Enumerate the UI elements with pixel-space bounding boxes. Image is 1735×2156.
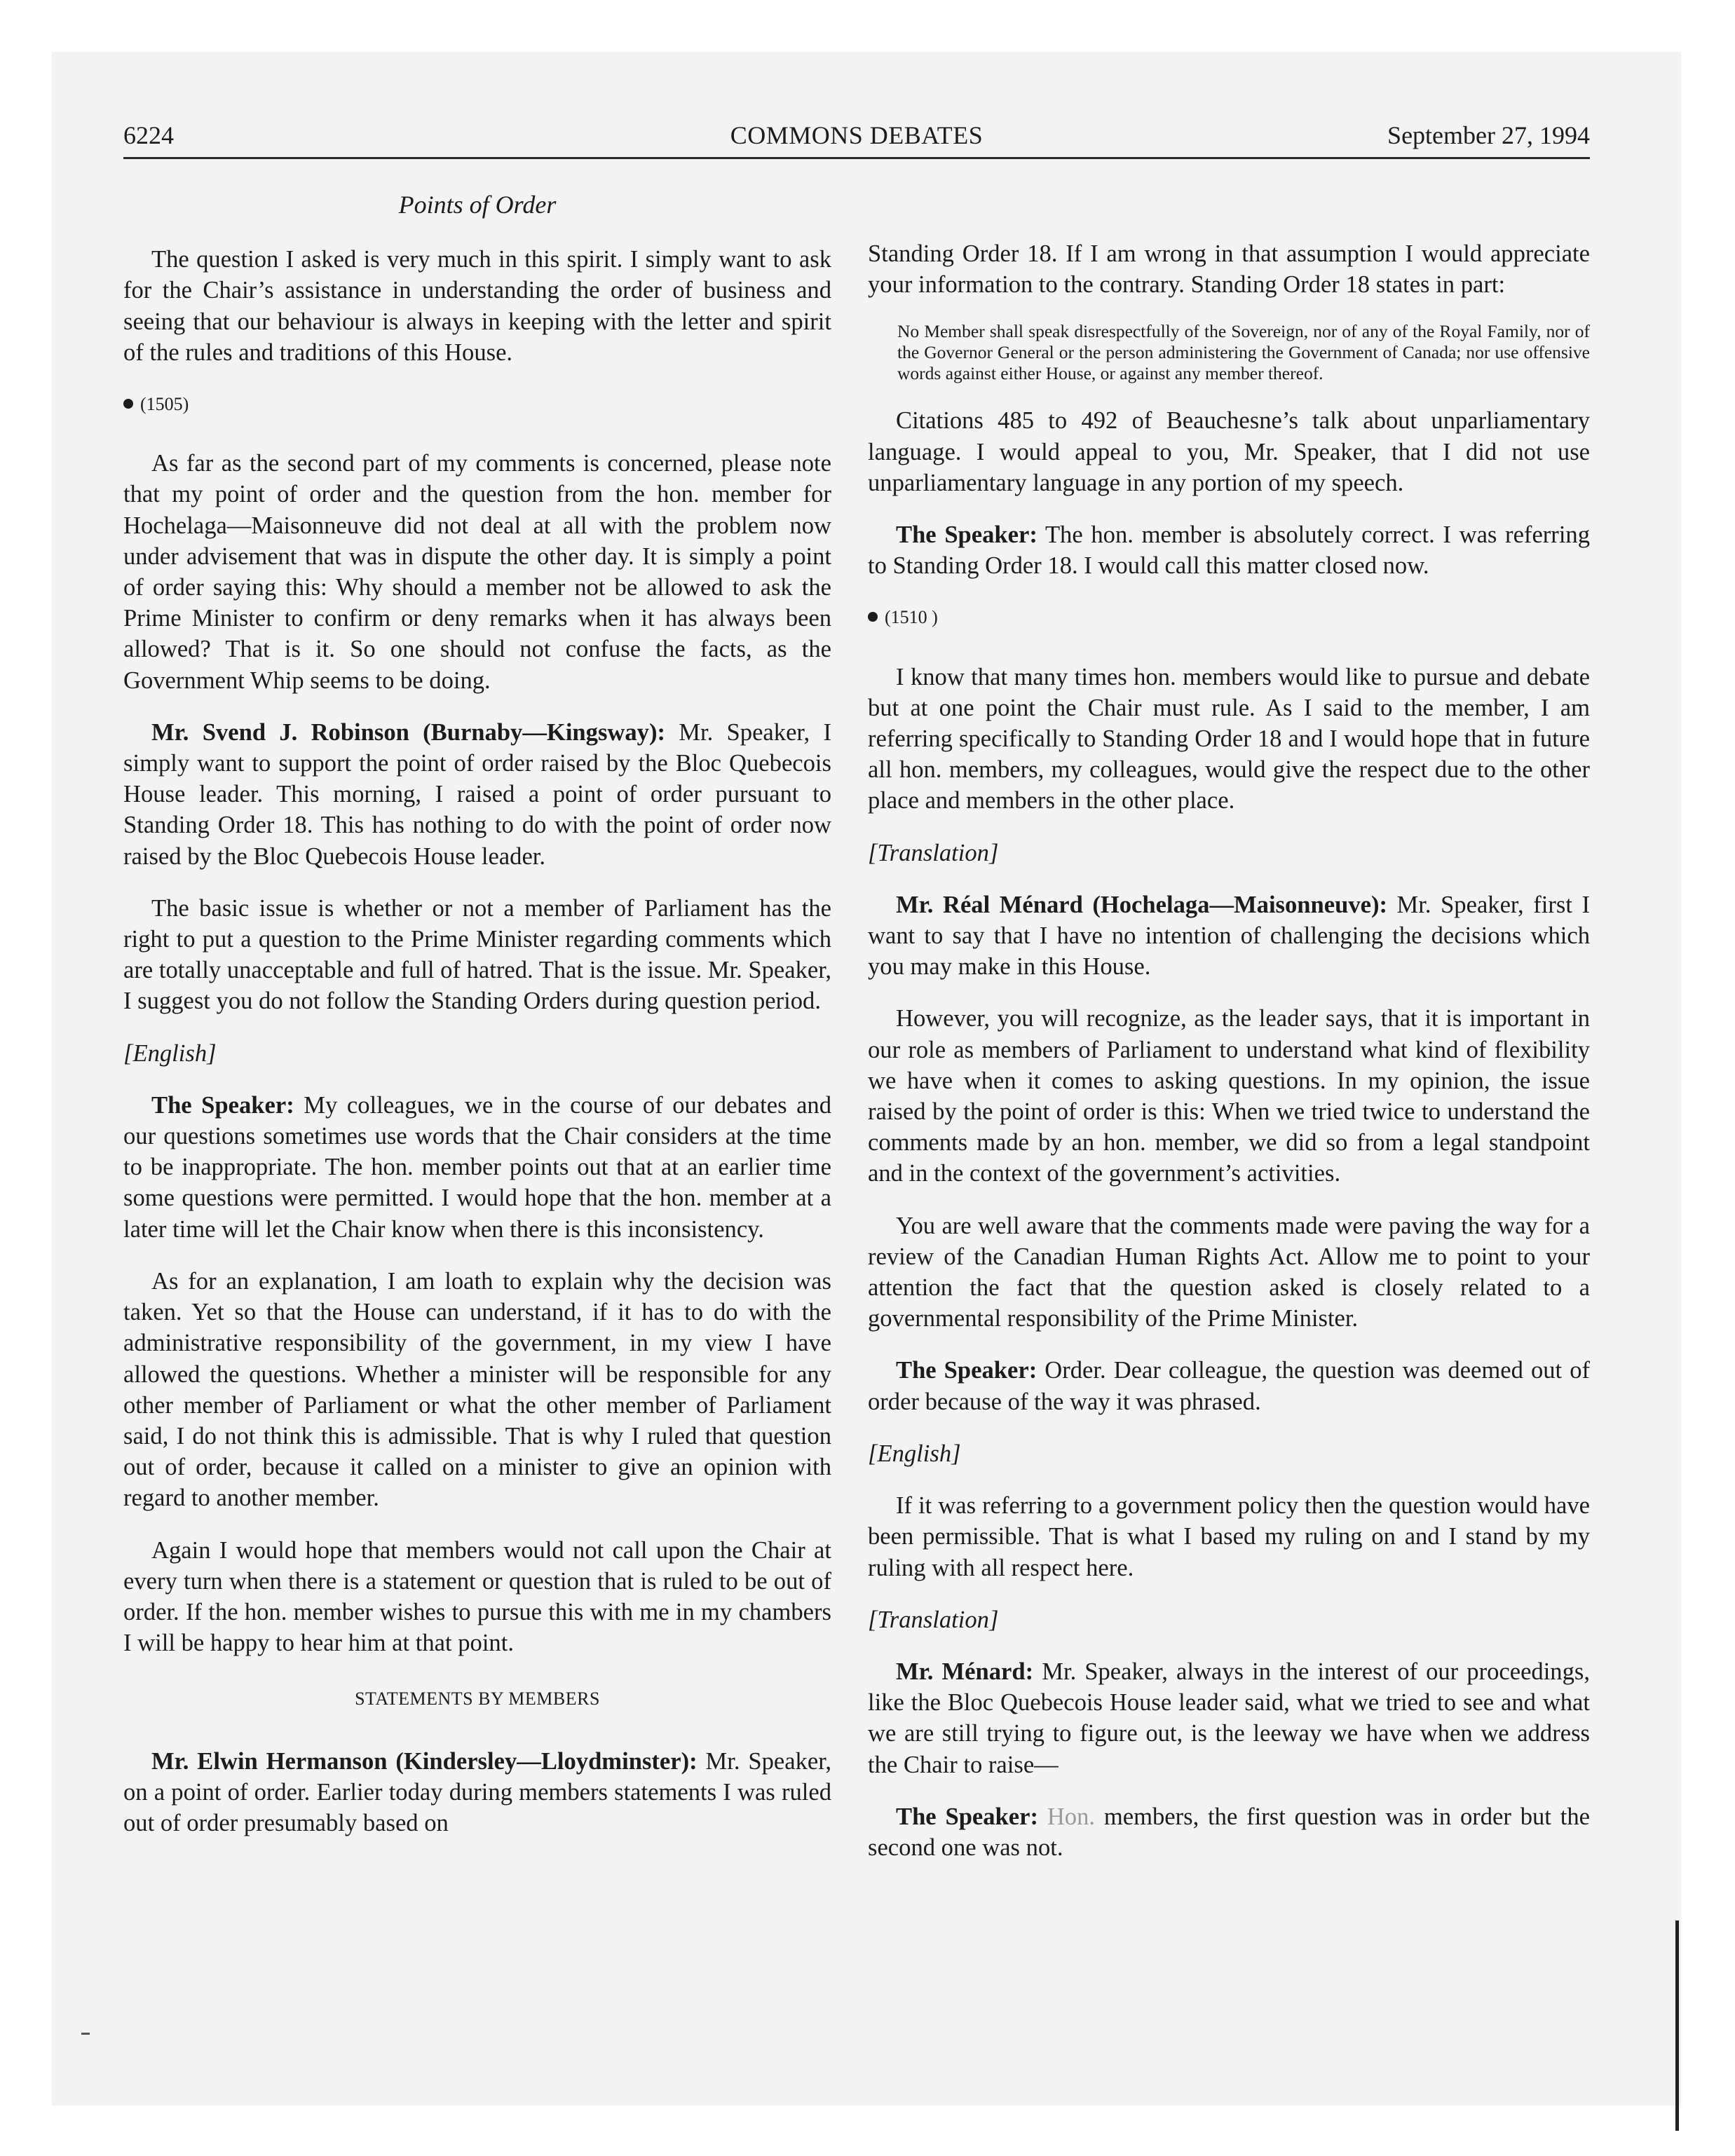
speech-text: Mr. Speaker, on a point of order. Earlier today during members statements I was ruled out of order presumably based on	[123, 1747, 831, 1836]
publication-title: COMMONS DEBATES	[730, 121, 984, 149]
paragraph: As for an explanation, I am loath to explain why the decision was taken. Yet so that the House can understand, if it has to do with the administrative responsibility of the government, in my view I have allowed the questions. Whether a minister will be responsible for any other member of Parliament or what the other member of Parliament said, I do not think this is admissible. That is why I ruled that question out of order, because it called on a minister to give an opinion with regard to another member.	[123, 1267, 831, 1512]
paragraph: As far as the second part of my comments is concerned, please note that my point of order and the question from the hon. member for Hochelaga—Maisonneuve did not deal at all with the problem now under advisement that was in dispute the other day. It is simply a point of order saying this: Why should a member not be allowed to ask the Prime Minister to confirm or deny remarks when it has always been allowed? That is it. So one should not confuse the facts, as the Government Whip seems to be doing.	[123, 450, 831, 694]
right-column	[868, 238, 1590, 1884]
paragraph: Again I would hope that members would not call upon the Chair at every turn when there is a statement or question that is ruled to be out of order. If the hon. member wishes to pursue this with me in my chambers I will be happy to hear him at that point.	[123, 1536, 831, 1657]
scan-edge-mark	[1675, 1920, 1679, 2131]
statements-heading: STATEMENTS BY MEMBERS	[355, 1688, 600, 1710]
language-marker: [Translation]	[868, 839, 999, 866]
speaker-name: The Speaker:	[896, 521, 1037, 549]
paragraph	[868, 889, 1590, 983]
paragraph: However, you will recognize, as the leader says, that it is important in our role as members of Parliament to understand what kind of flexibility we have when it comes to asking questions. In my opinion, the issue raised by the point of order is this: When we tried twice to understand the comments made by an hon. member, we did so from a legal standpoint and in the context of the government’s activities.	[868, 1005, 1590, 1187]
speech-text: Order. Dear colleague, the question was deemed out of order because of the way it was phrased.	[868, 1357, 1590, 1415]
paragraph: The question I asked is very much in this spirit. I simply want to ask for the Chair’s assistance in understanding the order of business and seeing that our behaviour is always in keeping with the letter and spirit of the rules and traditions of this House.	[123, 246, 831, 366]
section-heading: Points of Order	[398, 191, 557, 219]
time-marker	[868, 602, 1590, 633]
speaker-name: Mr. Réal Ménard (Hochelaga—Maisonneuve):	[896, 891, 1388, 918]
speaker-name: Mr. Ménard:	[896, 1658, 1034, 1685]
speaker-name: The Speaker:	[896, 1803, 1038, 1830]
faded-text: Hon.	[1047, 1803, 1096, 1830]
paragraph: The basic issue is whether or not a member of Parliament has the right to put a question to the Prime Minister regarding comments which are totally unacceptable and full of hatred. That is the issue. Mr. Speaker, I suggest you do not follow the Standing Orders during question period.	[123, 894, 832, 1015]
time-marker	[123, 389, 831, 420]
speech-text: Mr. Speaker, first I want to say that I have no intention of challenging the decisions which you may make in this House.	[868, 891, 1590, 981]
paragraph: You are well aware that the comments made were paving the way for a review of the Canadian Human Rights Act. Allow me to point to your attention the fact that the question asked is closely related to a governmental responsibility of the Prime Minister.	[868, 1212, 1590, 1332]
speaker-name: Mr. Elwin Hermanson (Kindersley—Lloydminster):	[151, 1747, 698, 1775]
language-marker: [English]	[868, 1440, 961, 1467]
paragraph: Standing Order 18. If I am wrong in that assumption I would appreciate your information to the contrary. Standing Order 18 states in part:	[868, 240, 1590, 299]
paragraph	[868, 1355, 1590, 1417]
speech-text: Mr. Speaker, I simply want to support the point of order raised by the Bloc Quebecois House leader. This morning, I raised a point of order pursuant to Standing Order 18. This has nothing to do with the point of order now raised by the Bloc Quebecois House leader.	[123, 718, 831, 870]
paragraph: Citations 485 to 492 of Beauchesne’s talk about unparliamentary language. I would appeal to you, Mr. Speaker, that I did not use unparliamentary language in any portion of my speech.	[868, 407, 1590, 496]
speaker-name: The Speaker:	[896, 1357, 1037, 1384]
speech-text: The hon. member is absolutely correct. I was referring to Standing Order 18. I would call this matter closed now.	[868, 521, 1590, 580]
standing-order-quote: No Member shall speak disrespectfully of the Sovereign, nor of any of the Royal Family, nor of the Governor General or the person administering the Government of Canada; nor use offensive words against either House, or against any member thereof.	[897, 321, 1590, 384]
paragraph: I know that many times hon. members would like to pursue and debate but at one point the Chair must rule. As I said to the member, I am referring specifically to Standing Order 18 and I would hope that in future all hon. members, my colleagues, would give the respect due to the other place and members in the other place.	[868, 663, 1590, 814]
language-marker: [English]	[123, 1039, 217, 1067]
bullet-icon	[868, 612, 878, 622]
page-header	[123, 121, 1590, 153]
paragraph	[868, 1801, 1590, 1863]
speech-text: Mr. Speaker, always in the interest of our proceedings, like the Bloc Quebecois House leader said, what we tried to see and what we are still trying to figure out, is the leeway we have when we address the Chair to raise—	[868, 1658, 1590, 1778]
header-rule	[123, 157, 1590, 159]
language-marker: [Translation]	[868, 1606, 999, 1633]
time-stamp: (1505)	[140, 394, 189, 415]
speaker-name: The Speaker:	[151, 1091, 294, 1119]
speaker-name: Mr. Svend J. Robinson (Burnaby—Kingsway):	[151, 718, 665, 746]
paragraph	[123, 717, 831, 872]
page-number: 6224	[123, 121, 174, 149]
margin-mark	[81, 2033, 90, 2035]
time-stamp: (1510 )	[885, 607, 938, 628]
paragraph	[868, 519, 1590, 581]
paragraph	[123, 1746, 831, 1839]
page-date: September 27, 1994	[1387, 121, 1590, 149]
speech-text: members, the first question was in order but the second one was not.	[868, 1803, 1590, 1861]
left-column	[123, 189, 831, 1860]
paragraph: If it was referring to a government policy then the question would have been permissible. That is what I based my ruling on and I stand by my ruling with all respect here.	[868, 1492, 1590, 1581]
paragraph	[123, 1090, 831, 1245]
speech-text: My colleagues, we in the course of our debates and our questions sometimes use words that the Chair considers at the time to be inappropriate. The hon. member points out that at an earlier time some questions were permitted. I would hope that the hon. member at a later time will let the Chair know when there is this inconsistency.	[123, 1091, 831, 1243]
paragraph	[868, 1656, 1590, 1780]
bullet-icon	[123, 399, 133, 409]
